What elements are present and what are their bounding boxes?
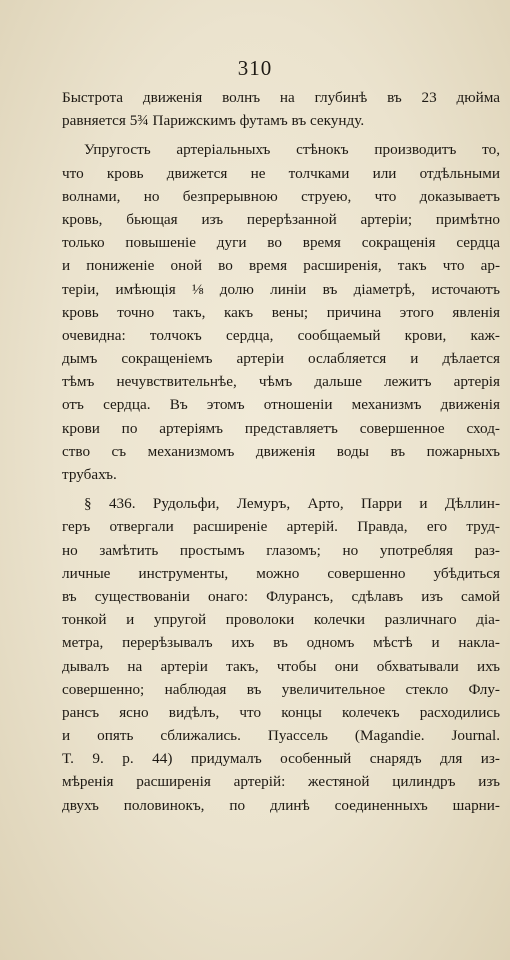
paragraph [62, 138, 500, 486]
text-line: теріи, имѣющія ⅛ долю линіи въ діаметрѣ, источаютъ [62, 280, 500, 298]
paragraph [62, 492, 500, 817]
text-line: геръ отвергали расширеніе артерій. Правда, его труд- [62, 518, 500, 536]
text-line: двухъ половинокъ, по длинѣ соединенныхъ шарни- [62, 796, 500, 814]
text-line: метра, перерѣзывалъ ихъ въ одномъ мѣстѣ и накла- [62, 634, 500, 652]
text-line: волнами, но безпрерывною струею, что доказываетъ [62, 187, 500, 205]
text-line: но замѣтить простымъ глазомъ; но употребляя раз- [62, 541, 500, 559]
text-line: очевидна: толчокъ сердца, сообщаемый крови, каж- [62, 326, 500, 344]
text-line: въ существованіи онаго: Флурансъ, сдѣлавъ изъ самой [62, 587, 500, 605]
page-number: 310 [237, 56, 273, 80]
text-line: тонкой и упругой проволоки колечки различнаго діа- [62, 611, 500, 629]
text-line: трубахъ. [62, 466, 117, 483]
text-line: рансъ ясно видѣлъ, что концы колечекъ расходились [62, 703, 500, 721]
text-line: мѣренія расширенія артерій: жестяной цилиндръ изъ [62, 773, 500, 791]
paragraph [62, 86, 500, 132]
text-line: дывалъ на артеріи такъ, чтобы они обхватывали ихъ [62, 657, 500, 675]
text-line: что кровь движется не толчками или отдѣльными [62, 164, 500, 182]
text-line: и пониженіе оной во время расширенія, такъ что ар- [62, 257, 500, 275]
text-line: кровь, бьющая изъ перерѣзанной артеріи; примѣтно [62, 210, 500, 228]
text-line: личные инструменты, можно совершенно убѣдиться [62, 564, 500, 582]
text-line: равняется 5¾ Парижскимъ футамъ въ секунду. [62, 112, 365, 130]
text-line: кровь точно такъ, какъ вены; причина этого явленія [62, 303, 500, 321]
text-line: крови по артеріямъ представляетъ совершенное сход- [62, 419, 500, 437]
text-line: Быстрота движенія волнъ на глубинѣ въ 23 дюйма [62, 89, 500, 106]
text-line: дымъ сокращеніемъ артеріи ослабляется и дѣлается [62, 350, 500, 368]
text-line: T. 9. p. 44) придумалъ особенный снарядъ для из- [62, 750, 500, 768]
text-line: только повышеніе дуги во время сокращенія сердца [62, 234, 500, 252]
text-line: тѣмъ нечувствительнѣе, чѣмъ дальше лежитъ артерія [62, 373, 500, 391]
text-line: и опять сближались. Пуассель (Magandie. Journal. [62, 727, 500, 745]
text-line: § 436. Рудольфи, Лемуръ, Арто, Парри и Дѣллин- [84, 495, 500, 513]
page-text [62, 86, 500, 817]
text-line: ство съ механизмомъ движенія воды въ пожарныхъ [62, 442, 500, 460]
text-line: совершенно; наблюдая въ увеличительное стекло Флу- [62, 680, 500, 698]
text-line: отъ сердца. Въ этомъ отношеніи механизмъ движенія [62, 396, 500, 414]
text-line: Упругость артеріальныхъ стѣнокъ производитъ то, [84, 141, 500, 159]
